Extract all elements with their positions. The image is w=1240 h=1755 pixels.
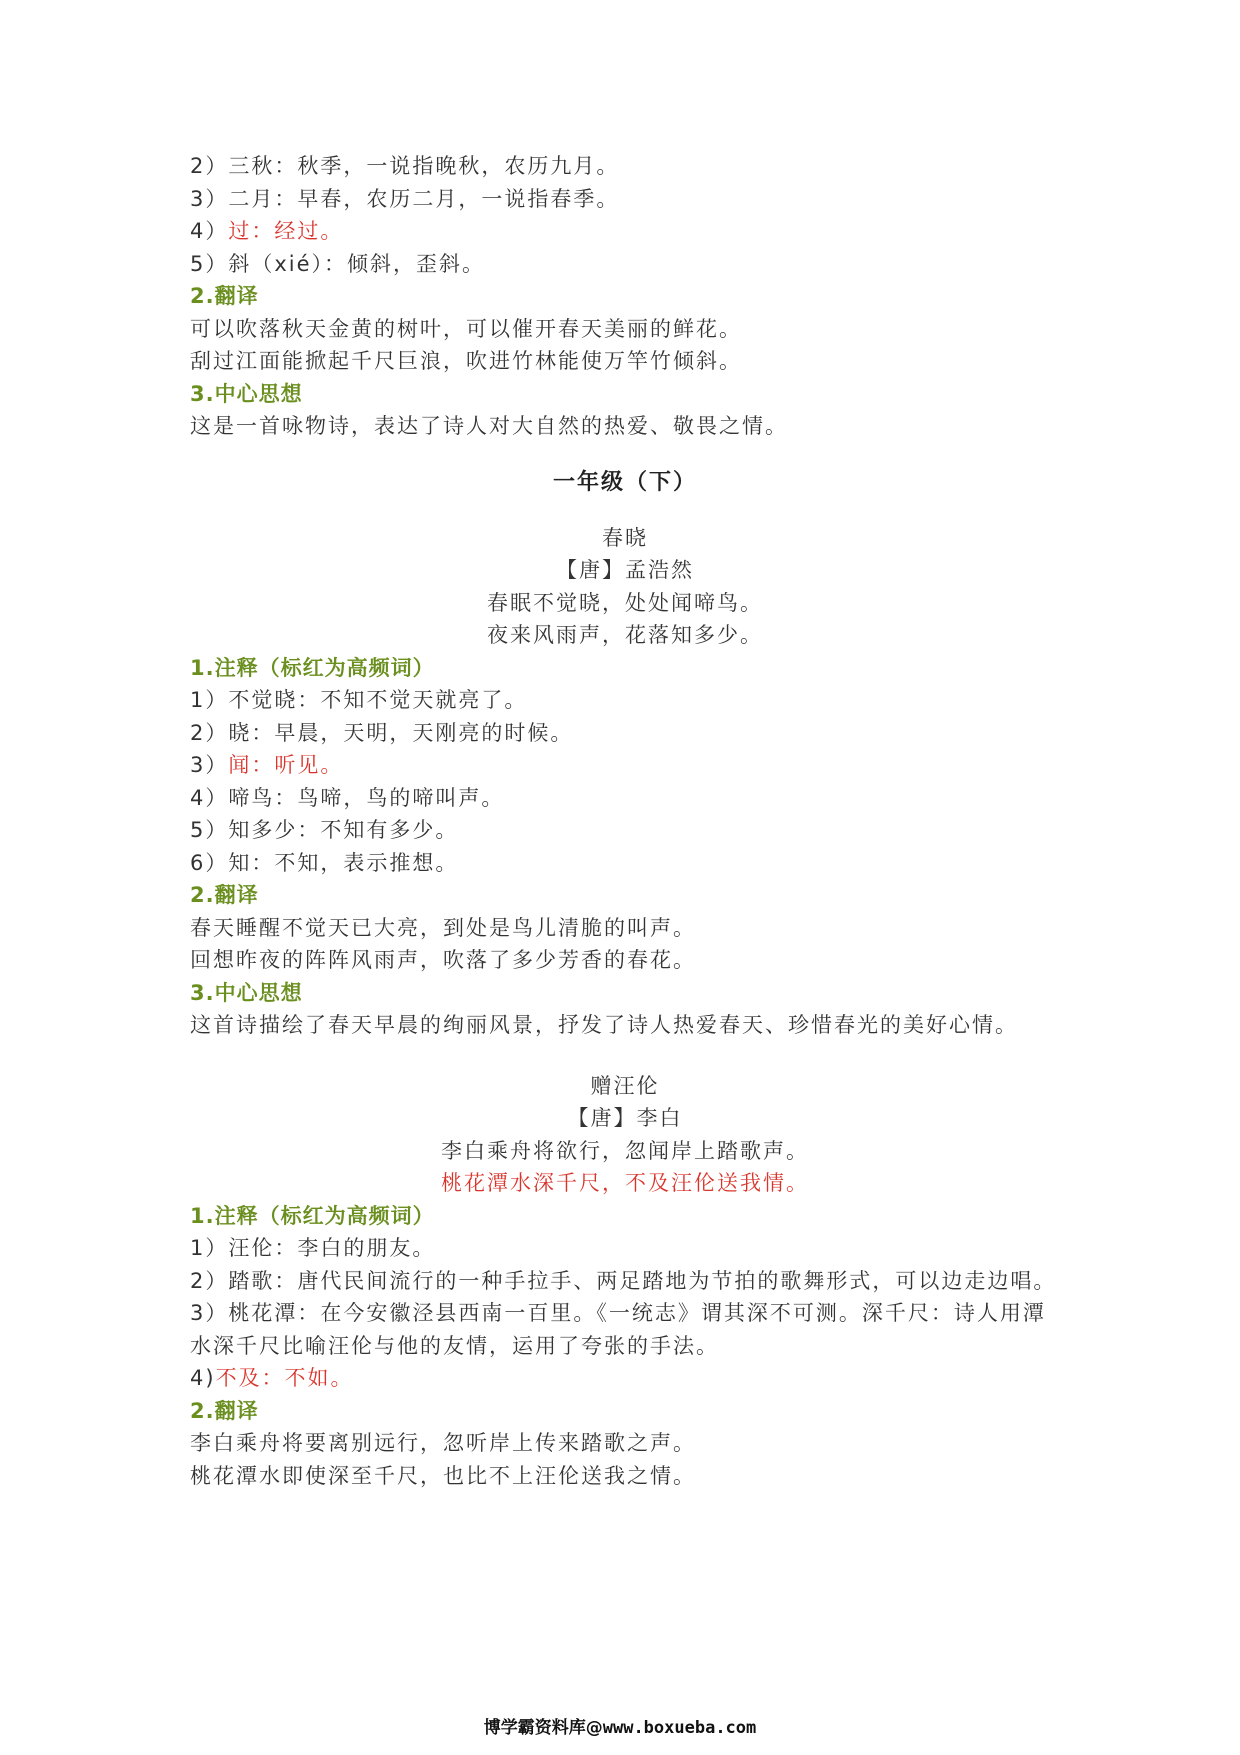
theme-text: 这首诗描绘了春天早晨的绚丽风景，抒发了诗人热爱春天、珍惜春光的美好心情。	[190, 1013, 1018, 1037]
poem-line: 夜来风雨声，花落知多少。	[487, 623, 763, 647]
section-heading: 2.翻译	[190, 883, 259, 907]
poem-author: 【唐】孟浩然	[556, 558, 694, 582]
note-number: 4）	[190, 219, 229, 243]
grade-title: 一年级（下）	[552, 469, 697, 495]
translation-line: 桃花潭水即使深至千尺，也比不上汪伦送我之情。	[190, 1463, 696, 1488]
note-line: 5）知多少：不知有多少。	[190, 818, 459, 842]
section-heading: 1.注释（标红为高频词）	[190, 655, 435, 680]
theme-text: 这是一首咏物诗，表达了诗人对大自然的热爱、敬畏之情。	[190, 414, 788, 438]
translation-line: 回想昨夜的阵阵风雨声，吹落了多少芳香的春花。	[190, 948, 696, 972]
note-line: 3）桃花潭：在今安徽泾县西南一百里。《一统志》谓其深不可测。深千尺：诗人用潭水深千尺比喻汪伦与他的友情，运用了夸张的手法。	[190, 1301, 1046, 1358]
poem-line: 春眠不觉晓，处处闻啼鸟。	[487, 590, 763, 615]
poem-header	[190, 1070, 1060, 1200]
note-line-highlighted	[190, 749, 1060, 782]
note-line-highlighted	[190, 1362, 1060, 1395]
note-number: 3）	[190, 753, 229, 777]
page-footer	[0, 1713, 1240, 1738]
section-heading: 3.中心思想	[190, 980, 303, 1005]
section-heading: 2.翻译	[190, 284, 259, 308]
note-line-highlighted	[190, 215, 1060, 248]
section-heading: 2.翻译	[190, 1398, 259, 1423]
high-frequency-word: 不及：不如。	[215, 1366, 354, 1390]
spacer	[190, 1042, 1060, 1070]
section-heading: 3.中心思想	[190, 381, 303, 406]
poem-title: 春晓	[602, 525, 648, 550]
poem-line-highlighted: 桃花潭水深千尺，不及汪伦送我情。	[441, 1171, 809, 1195]
section-heading: 1.注释（标红为高频词）	[190, 1203, 435, 1228]
footer-label: 博学霸资料库@	[483, 1718, 603, 1738]
page-content	[190, 150, 1060, 1492]
note-number: 4)	[190, 1366, 216, 1390]
poem-title: 赠汪伦	[590, 1073, 660, 1098]
footer-url: www.boxueba.com	[602, 1718, 757, 1738]
translation-line: 可以吹落秋天金黄的树叶，可以催开春天美丽的鲜花。	[190, 316, 742, 341]
translation-line: 李白乘舟将要离别远行，忽听岸上传来踏歌之声。	[190, 1431, 696, 1455]
note-line: 2）踏歌：唐代民间流行的一种手拉手、两足踏地为节拍的歌舞形式，可以边走边唱。	[190, 1268, 1057, 1293]
note-line: 2）三秋：秋季，一说指晚秋，农历九月。	[190, 154, 620, 178]
note-line: 4）啼鸟：鸟啼，鸟的啼叫声。	[190, 785, 505, 810]
note-line: 6）知：不知，表示推想。	[190, 850, 459, 875]
poem-author: 【唐】李白	[567, 1106, 683, 1130]
poem-header	[190, 522, 1060, 652]
high-frequency-word: 闻：听见。	[228, 753, 344, 777]
translation-line: 春天睡醒不觉天已大亮，到处是鸟儿清脆的叫声。	[190, 915, 696, 940]
high-frequency-word: 过：经过。	[228, 219, 344, 243]
note-line: 1）汪伦：李白的朋友。	[190, 1236, 436, 1260]
note-line: 1）不觉晓：不知不觉天就亮了。	[190, 688, 528, 712]
note-line: 3）二月：早春，农历二月，一说指春季。	[190, 186, 620, 211]
translation-line: 刮过江面能掀起千尺巨浪，吹进竹林能使万竿竹倾斜。	[190, 349, 742, 373]
note-line: 5）斜（xié）：倾斜，歪斜。	[190, 251, 486, 276]
poem-line: 李白乘舟将欲行，忽闻岸上踏歌声。	[441, 1138, 809, 1163]
note-line: 2）晓：早晨，天明，天刚亮的时候。	[190, 720, 574, 745]
